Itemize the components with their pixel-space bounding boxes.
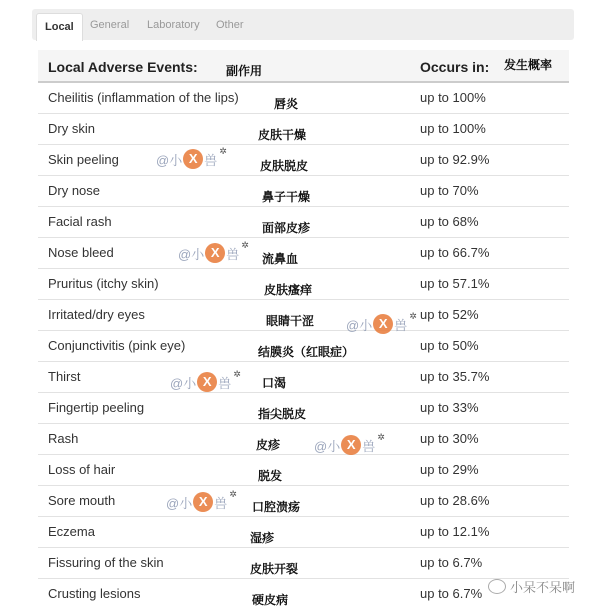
event-name-cn: 流鼻血 xyxy=(262,252,299,266)
event-occurrence: up to 92.9% xyxy=(420,152,490,167)
tab-laboratory[interactable]: Laboratory xyxy=(147,19,200,31)
tab-other[interactable]: Other xyxy=(216,19,244,31)
column-header-event-cn: 副作用 xyxy=(226,64,263,78)
event-name-cn: 皮肤开裂 xyxy=(250,562,299,576)
event-occurrence: up to 6.7% xyxy=(420,555,483,570)
event-name: Irritated/dry eyes xyxy=(48,307,145,322)
event-name-cn: 指尖脱皮 xyxy=(258,407,307,421)
event-name-cn: 皮肤瘙痒 xyxy=(264,283,313,297)
sparkle-icon: ✲ xyxy=(229,488,237,499)
event-name: Nose bleed xyxy=(48,245,114,260)
event-name: Eczema xyxy=(48,524,95,539)
event-name-cn: 脱发 xyxy=(258,469,283,483)
table-row xyxy=(38,300,569,331)
event-occurrence: up to 33% xyxy=(420,400,479,415)
event-name: Fissuring of the skin xyxy=(48,555,164,570)
wechat-icon xyxy=(488,579,506,594)
event-name: Dry skin xyxy=(48,121,95,136)
watermark-circle-icon: X xyxy=(373,314,393,334)
event-name-cn: 鼻子干燥 xyxy=(262,190,311,204)
event-name: Cheilitis (inflammation of the lips) xyxy=(48,90,239,105)
event-occurrence: up to 6.7% xyxy=(420,586,483,601)
event-name: Dry nose xyxy=(48,183,101,198)
watermark-circle-icon: X xyxy=(341,435,361,455)
watermark-circle-icon: X xyxy=(193,492,213,512)
table-row xyxy=(38,486,569,517)
watermark: @小 X 兽 ✲ xyxy=(346,310,417,333)
event-occurrence: up to 57.1% xyxy=(420,276,490,291)
table-header xyxy=(38,50,569,81)
column-header-occurs: Occurs in: xyxy=(420,59,490,75)
sparkle-icon: ✲ xyxy=(219,145,227,156)
event-occurrence: up to 29% xyxy=(420,462,479,477)
footer-watermark: 小呆不呆啊 xyxy=(488,575,575,597)
event-occurrence: up to 100% xyxy=(420,121,486,136)
watermark: @小 X 兽 ✲ xyxy=(314,431,385,454)
event-occurrence: up to 68% xyxy=(420,214,479,229)
tab-general[interactable]: General xyxy=(90,19,130,31)
sparkle-icon: ✲ xyxy=(377,431,385,442)
event-name-cn: 口腔溃疡 xyxy=(252,500,301,514)
event-name-cn: 湿疹 xyxy=(250,531,275,545)
event-name: Facial rash xyxy=(48,214,112,229)
table-row xyxy=(38,331,569,362)
table-row xyxy=(38,393,569,424)
sparkle-icon: ✲ xyxy=(241,239,249,250)
event-occurrence: up to 35.7% xyxy=(420,369,490,384)
event-occurrence: up to 30% xyxy=(420,431,479,446)
event-occurrence: up to 52% xyxy=(420,307,479,322)
event-name-cn: 皮肤脱皮 xyxy=(260,159,309,173)
table-row xyxy=(38,362,569,393)
watermark-circle-icon: X xyxy=(197,372,217,392)
watermark: @小 X 兽 ✲ xyxy=(156,145,227,168)
event-name-cn: 口渴 xyxy=(262,376,287,390)
table-row xyxy=(38,424,569,455)
event-name-cn: 皮肤干燥 xyxy=(258,128,307,142)
event-occurrence: up to 100% xyxy=(420,90,486,105)
adverse-events-table xyxy=(38,50,569,611)
event-name: Thirst xyxy=(48,369,81,384)
watermark-circle-icon: X xyxy=(183,149,203,169)
sparkle-icon: ✲ xyxy=(233,368,241,379)
table-row xyxy=(38,207,569,238)
watermark: @小 X 兽 ✲ xyxy=(166,488,237,511)
event-name-cn: 结膜炎（红眼症） xyxy=(258,345,355,359)
event-name-cn: 眼睛干涩 xyxy=(266,314,315,328)
event-occurrence: up to 66.7% xyxy=(420,245,490,260)
event-name: Crusting lesions xyxy=(48,586,141,601)
table-row xyxy=(38,176,569,207)
event-occurrence: up to 50% xyxy=(420,338,479,353)
tab-local[interactable]: Local xyxy=(36,13,83,41)
watermark: @小 X 兽 ✲ xyxy=(170,368,241,391)
table-row xyxy=(38,238,569,269)
column-header-event: Local Adverse Events: xyxy=(48,59,198,75)
event-name: Skin peeling xyxy=(48,152,119,167)
table-row xyxy=(38,114,569,145)
event-name-cn: 面部皮疹 xyxy=(262,221,311,235)
watermark-circle-icon: X xyxy=(205,243,225,263)
event-name: Rash xyxy=(48,431,79,446)
event-occurrence: up to 28.6% xyxy=(420,493,490,508)
table-row xyxy=(38,83,569,114)
table-row xyxy=(38,269,569,300)
tab-bar xyxy=(32,9,574,40)
event-name: Conjunctivitis (pink eye) xyxy=(48,338,186,353)
sparkle-icon: ✲ xyxy=(409,310,417,321)
event-name-cn: 皮疹 xyxy=(256,438,281,452)
event-name-cn: 唇炎 xyxy=(274,97,299,111)
table-row xyxy=(38,145,569,176)
event-name: Sore mouth xyxy=(48,493,116,508)
event-name: Loss of hair xyxy=(48,462,116,477)
event-name: Fingertip peeling xyxy=(48,400,145,415)
table-row xyxy=(38,455,569,486)
event-name: Pruritus (itchy skin) xyxy=(48,276,159,291)
event-occurrence: up to 70% xyxy=(420,183,479,198)
watermark: @小 X 兽 ✲ xyxy=(178,239,249,262)
table-row xyxy=(38,517,569,548)
event-occurrence: up to 12.1% xyxy=(420,524,490,539)
column-header-occurs-cn: 发生概率 xyxy=(504,58,553,72)
event-name-cn: 硬皮病 xyxy=(252,593,289,607)
